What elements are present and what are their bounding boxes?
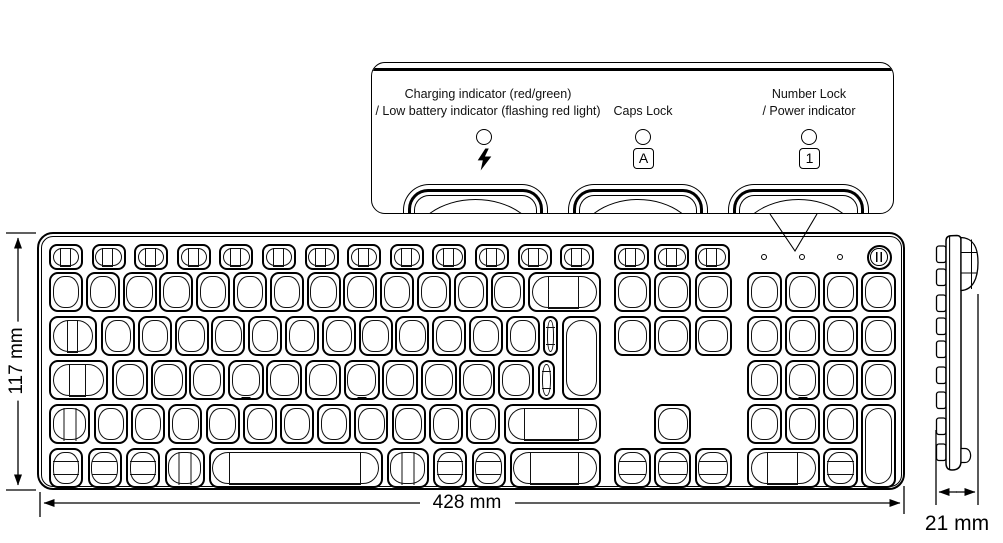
- keyboard-key: [248, 316, 282, 356]
- keyboard-key: [138, 316, 172, 356]
- keyboard-key: [49, 448, 83, 488]
- keyboard-key: [421, 360, 457, 400]
- keyboard-keys-area: [39, 234, 903, 488]
- keyboard-key: [112, 360, 148, 400]
- keyboard-key: [131, 404, 165, 444]
- keyboard-key: [262, 244, 296, 270]
- keyboard-key: [285, 316, 319, 356]
- keyboard-key: [86, 272, 120, 312]
- keyboard-key: [614, 316, 651, 356]
- power-button-inner: [870, 248, 887, 265]
- keyboard-key: [433, 448, 467, 488]
- keyboard-key: [347, 244, 381, 270]
- keyboard-key: [151, 360, 187, 400]
- keyboard-key: [695, 272, 732, 312]
- keyboard-key: [228, 360, 264, 400]
- charging-indicator-label-line1: Charging indicator (red/green): [404, 87, 572, 101]
- keyboard-key: [177, 244, 211, 270]
- keyboard-key: [344, 360, 380, 400]
- keyboard-key: [510, 448, 602, 488]
- keyboard-key: [560, 244, 594, 270]
- keyboard-key: [159, 272, 193, 312]
- keyboard-key: [49, 360, 108, 400]
- keyboard-key: [543, 316, 558, 356]
- keyboard-key: [165, 448, 205, 488]
- keyboard-key: [168, 404, 202, 444]
- keyboard-key: [695, 448, 732, 488]
- keyboard-key: [390, 244, 424, 270]
- keyboard-key: [49, 244, 83, 270]
- keyboard-key: [823, 404, 858, 444]
- keyboard-key: [614, 244, 649, 270]
- keyboard-key: [823, 272, 858, 312]
- keyboard-key: [861, 404, 896, 488]
- number-lock-led-circle: [801, 129, 817, 145]
- keyboard-key: [654, 448, 691, 488]
- keyboard-key: [395, 316, 429, 356]
- keyboard-key: [49, 272, 83, 312]
- indicator-callout-panel: [371, 62, 894, 214]
- keyboard-key: [392, 404, 426, 444]
- keyboard-key: [528, 272, 601, 312]
- keyboard-key: [785, 316, 820, 356]
- status-led: [837, 254, 843, 260]
- keyboard-key: [92, 244, 126, 270]
- keyboard-key: [498, 360, 534, 400]
- keyboard-key: [747, 272, 782, 312]
- number-lock-label-line2: / Power indicator: [762, 103, 856, 118]
- keyboard-key: [491, 272, 525, 312]
- keyboard-key: [785, 360, 820, 400]
- keyboard-key: [654, 404, 691, 444]
- keyboard-top-view: [37, 232, 905, 490]
- keyboard-key: [432, 316, 466, 356]
- keyboard-key: [134, 244, 168, 270]
- keyboard-key: [196, 272, 230, 312]
- keyboard-key: [322, 316, 356, 356]
- keyboard-key: [466, 404, 500, 444]
- keyboard-key: [506, 316, 540, 356]
- dimension-depth-label: 117 mm: [6, 321, 28, 400]
- keyboard-key: [747, 404, 782, 444]
- keyboard-key: [219, 244, 253, 270]
- keyboard-key: [518, 244, 552, 270]
- keyboard-key: [49, 404, 90, 444]
- keyboard-key: [382, 360, 418, 400]
- keyboard-key: [823, 316, 858, 356]
- panel-top-rim: [372, 68, 893, 71]
- keyboard-key: [49, 316, 97, 356]
- keyboard-key: [233, 272, 267, 312]
- keyboard-key: [747, 360, 782, 400]
- status-led: [761, 254, 767, 260]
- caps-lock-key-symbol: A: [633, 148, 654, 169]
- keyboard-key: [126, 448, 160, 488]
- charging-indicator-label: [375, 86, 600, 119]
- keyboard-key: [189, 360, 225, 400]
- keyboard-key: [475, 244, 509, 270]
- keyboard-key: [654, 244, 689, 270]
- charging-led-circle: [476, 129, 492, 145]
- keyboard-key: [747, 316, 782, 356]
- keyboard-key: [654, 272, 691, 312]
- keyboard-key: [562, 316, 601, 400]
- keyboard-key: [861, 272, 896, 312]
- keyboard-key: [695, 244, 730, 270]
- dimension-thickness-label: 21 mm: [924, 512, 990, 535]
- power-button: [867, 245, 892, 270]
- keyboard-key: [504, 404, 601, 444]
- keyboard-key: [614, 272, 651, 312]
- keyboard-key: [429, 404, 463, 444]
- number-lock-label: [762, 86, 855, 119]
- keyboard-key: [343, 272, 377, 312]
- keyboard-key: [454, 272, 488, 312]
- keyboard-key: [387, 448, 429, 488]
- number-lock-key-symbol: 1: [799, 148, 820, 169]
- keyboard-key: [209, 448, 383, 488]
- keyboard-key: [469, 316, 503, 356]
- keyboard-side-view: [937, 236, 979, 471]
- keyboard-key: [307, 272, 341, 312]
- keyboard-key: [305, 244, 339, 270]
- charging-indicator-label-line2: / Low battery indicator (flashing red light): [375, 103, 601, 118]
- keyboard-key: [695, 316, 732, 356]
- keyboard-key: [785, 404, 820, 444]
- keyboard-key: [432, 244, 466, 270]
- keyboard-key: [211, 316, 245, 356]
- keyboard-key: [614, 448, 651, 488]
- keyboard-key: [654, 316, 691, 356]
- keyboard-key: [747, 448, 820, 488]
- status-led: [799, 254, 805, 260]
- keyboard-key: [459, 360, 495, 400]
- keyboard-key: [317, 404, 351, 444]
- keyboard-key: [280, 404, 314, 444]
- number-lock-label-line1: Number Lock: [771, 87, 847, 101]
- keyboard-key: [305, 360, 341, 400]
- keyboard-key: [538, 360, 555, 400]
- keyboard-key: [472, 448, 506, 488]
- keyboard-key: [354, 404, 388, 444]
- keyboard-key: [359, 316, 393, 356]
- magnified-key: [403, 184, 548, 214]
- keyboard-key: [861, 360, 896, 400]
- dimension-width-label: 428 mm: [427, 492, 508, 514]
- keyboard-key: [823, 360, 858, 400]
- keyboard-key: [417, 272, 451, 312]
- lightning-bolt-icon: [476, 148, 493, 171]
- keyboard-key: [266, 360, 302, 400]
- magnified-key: [568, 184, 708, 214]
- keyboard-key: [861, 316, 896, 356]
- magnified-key: [728, 184, 869, 214]
- keyboard-key: [823, 448, 858, 488]
- keyboard-key: [101, 316, 135, 356]
- caps-lock-label: Caps Lock: [613, 104, 673, 118]
- keyboard-key: [175, 316, 209, 356]
- keyboard-key: [380, 272, 414, 312]
- keyboard-key: [206, 404, 240, 444]
- keyboard-key: [270, 272, 304, 312]
- keyboard-key: [123, 272, 157, 312]
- keyboard-key: [88, 448, 122, 488]
- keyboard-key: [785, 272, 820, 312]
- keyboard-key: [94, 404, 128, 444]
- caps-lock-led-circle: [635, 129, 651, 145]
- keyboard-key: [243, 404, 277, 444]
